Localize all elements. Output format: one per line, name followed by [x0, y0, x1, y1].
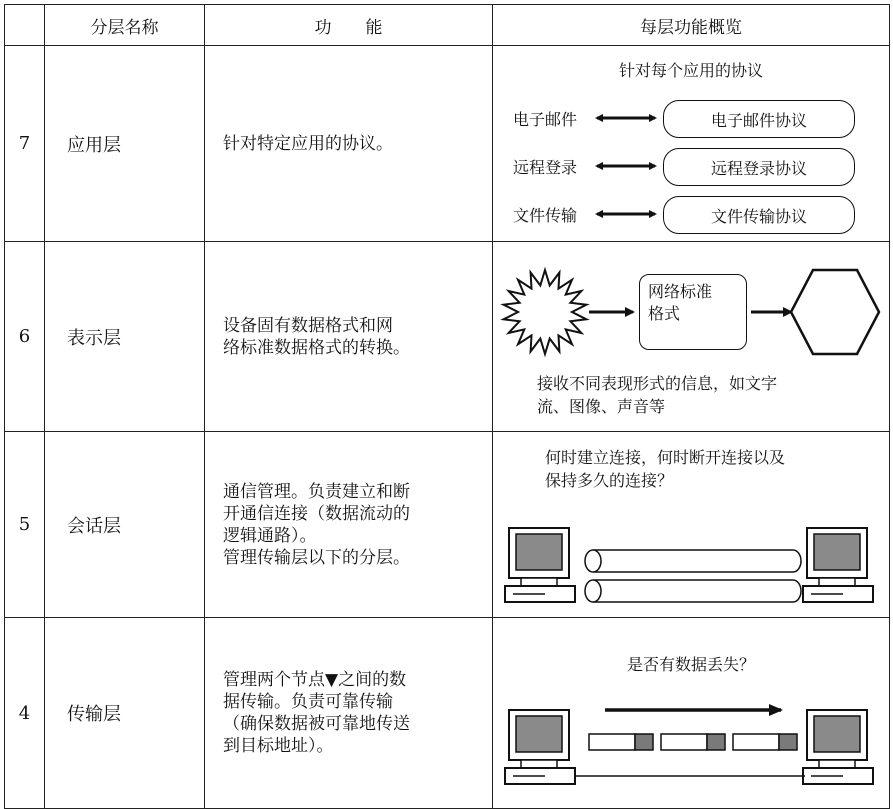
protocol-box-remote-login: 远程登录协议 [663, 148, 855, 186]
row-transport-layer [5, 618, 890, 809]
computer-icon [803, 528, 873, 602]
header-layer-name: 分层名称 [45, 5, 205, 46]
overview-transport [493, 618, 890, 809]
layer-name: 传输层 [45, 618, 205, 809]
layer-name: 会话层 [45, 432, 205, 618]
header-function: 功 能 [205, 5, 493, 46]
starburst-icon [504, 270, 587, 354]
function-text: 设备固有数据格式和网 络标准数据格式的转换。 [223, 315, 410, 358]
function-text: 管理两个节点▼之间的数 据传输。负责可靠传输 （确保数据被可靠地传送 到目标地址）。 [223, 670, 410, 756]
data-packet-icon [589, 734, 653, 750]
row-session-layer [5, 432, 890, 618]
transport-question: 是否有数据丢失？ [626, 655, 755, 674]
header-num [5, 5, 45, 46]
presentation-description: 接收不同表现形式的信息，如文字 流、图像、声音等 [537, 374, 778, 416]
pipe-icon [585, 550, 801, 572]
app-label-remote-login: 远程登录 [513, 158, 578, 177]
header-overview: 每层功能概览 [493, 5, 890, 46]
session-question: 何时建立连接，何时断开连接以及 保持多久的连接？ [545, 448, 786, 490]
layer-number: 4 [5, 618, 45, 809]
computer-icon [505, 528, 575, 602]
osi-layer-table [4, 4, 890, 809]
app-label-email: 电子邮件 [513, 110, 578, 129]
overview-presentation [493, 242, 890, 432]
header-row [5, 5, 890, 46]
hexagon-icon [791, 270, 879, 354]
layer-function [205, 618, 493, 809]
computer-icon [505, 710, 575, 784]
layer-number: 6 [5, 242, 45, 432]
row-presentation-layer [5, 242, 890, 432]
network-standard-format-box: 网络标准 格式 [639, 274, 747, 350]
layer-number: 7 [5, 46, 45, 242]
layer-name: 表示层 [45, 242, 205, 432]
overview-application [493, 46, 890, 242]
overview-session [493, 432, 890, 618]
protocol-box-email: 电子邮件协议 [663, 100, 855, 138]
transport-data-graphic [493, 618, 889, 808]
row-application-layer [5, 46, 890, 242]
function-text: 针对特定应用的协议。 [223, 133, 393, 154]
overview-title: 针对每个应用的协议 [618, 61, 763, 80]
layer-function [205, 432, 493, 618]
function-text: 通信管理。负责建立和断 开通信连接（数据流动的 逻辑通路）。 管理传输层以下的分层。 [223, 481, 410, 568]
layer-function [205, 242, 493, 432]
protocol-box-file-transfer: 文件传输协议 [663, 196, 855, 234]
app-label-file-transfer: 文件传输 [513, 206, 578, 225]
session-connection-graphic [493, 432, 889, 617]
data-packet-icon [733, 734, 797, 750]
pipe-icon [585, 580, 801, 602]
computer-icon [803, 710, 873, 784]
data-packet-icon [661, 734, 725, 750]
layer-number: 5 [5, 432, 45, 618]
layer-name: 应用层 [45, 46, 205, 242]
layer-function [205, 46, 493, 242]
